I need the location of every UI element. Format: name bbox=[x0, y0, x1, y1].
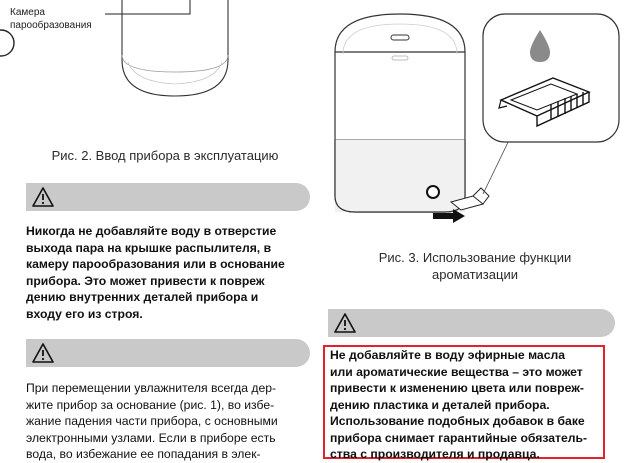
warning1-line: Никогда не добавляйте воду в отверстие bbox=[26, 224, 277, 238]
fig3-caption-line1: Рис. 3. Использование функции bbox=[378, 250, 572, 265]
fig2-humidifier-illustration bbox=[105, 0, 245, 115]
warning-triangle-icon bbox=[32, 186, 54, 208]
warning3-line: Использование подобных добавок в баке bbox=[330, 414, 585, 428]
warning3-line: Не добавляйте в воду эфирные масла bbox=[330, 348, 566, 362]
warning1-line: входу его из строя. bbox=[26, 306, 143, 321]
chamber-label bbox=[10, 6, 92, 32]
warning3-line: или ароматические вещества – это может bbox=[330, 364, 583, 379]
warning3-text bbox=[330, 347, 604, 463]
fig3-caption bbox=[330, 249, 620, 283]
warning2-line: При перемещении увлажнителя всегда дер- bbox=[26, 381, 277, 395]
warning3-line: дению пластика и деталей прибора. bbox=[330, 397, 550, 412]
fig2-caption: Рис. 2. Ввод прибора в эксплуатацию bbox=[51, 148, 279, 163]
warning1-text bbox=[26, 223, 316, 322]
warning1-line: камеру парообразования или в основание bbox=[26, 257, 285, 271]
fig3-aroma-illustration bbox=[325, 0, 625, 230]
warning-bar-3 bbox=[328, 309, 615, 337]
warning2-text bbox=[26, 380, 316, 463]
warning1-line: прибора. Это может привести к повреж bbox=[26, 273, 265, 288]
warning1-line: дению внутренних деталей прибора и bbox=[26, 290, 259, 304]
page-edge-circle bbox=[0, 28, 16, 58]
fig3-caption-line2: ароматизации bbox=[432, 267, 518, 282]
warning2-line: вода, во избежание ее попадания в элек- bbox=[26, 447, 261, 461]
warning3-line: ства с производителя и продавца. bbox=[330, 447, 540, 461]
warning-bar-2 bbox=[26, 339, 310, 367]
warning2-line: жание падения части прибора, с основными bbox=[26, 414, 278, 428]
warning-triangle-icon bbox=[334, 312, 356, 334]
chamber-label-line2: парообразования bbox=[10, 20, 92, 31]
warning-triangle-icon bbox=[32, 342, 54, 364]
warning2-line: жите прибор за основание (рис. 1), во избе- bbox=[26, 397, 275, 412]
aroma-callout-box bbox=[483, 14, 619, 142]
warning3-line: привести к изменению цвета или повреж- bbox=[330, 381, 584, 395]
warning-bar-1 bbox=[26, 183, 310, 211]
chamber-label-line1: Камера bbox=[10, 7, 45, 18]
warning3-line: прибора снимает гарантийные обязатель- bbox=[330, 430, 588, 445]
warning2-line: электронными узлами. Если в приборе есть bbox=[26, 430, 276, 445]
warning1-line: выхода пара на крышке распылителя, в bbox=[26, 240, 272, 255]
